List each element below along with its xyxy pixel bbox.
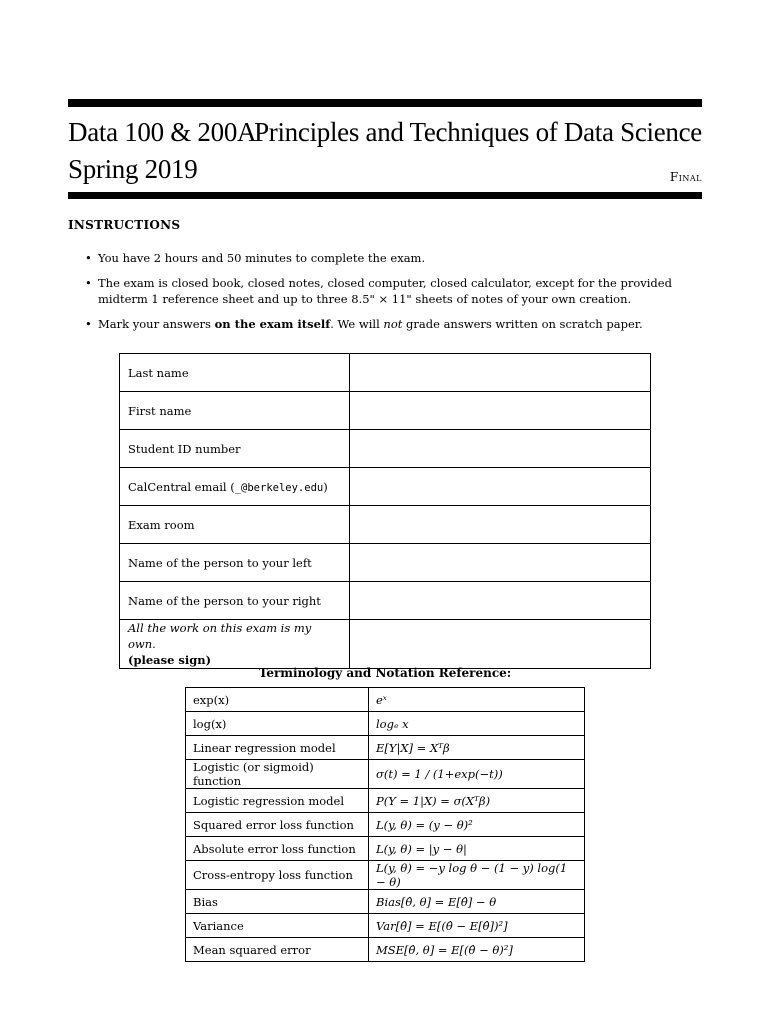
left-person-label: Name of the person to your left <box>120 544 350 582</box>
ref-formula: L(y, θ) = |y − θ| <box>369 837 585 861</box>
ref-term: Logistic (or sigmoid) function <box>186 760 369 789</box>
course-title: Data 100 & 200A <box>68 117 257 147</box>
exam-type: Final <box>669 170 702 184</box>
exam-term: Spring 2019 <box>68 154 198 184</box>
table-row <box>120 544 651 582</box>
ref-formula: eˣ <box>369 688 585 712</box>
signature-field[interactable] <box>350 620 651 669</box>
table-row <box>120 506 651 544</box>
ref-term: Mean squared error <box>186 938 369 962</box>
table-row <box>186 914 585 938</box>
student-info-table <box>119 353 651 669</box>
ref-formula: Bias[θ̂, θ] = E[θ̂] − θ <box>369 890 585 914</box>
reference-table <box>185 687 585 962</box>
table-row <box>120 620 651 669</box>
header-top-rule <box>68 99 702 107</box>
table-row <box>120 354 651 392</box>
header-bottom-rule <box>68 192 702 199</box>
signature-label: All the work on this exam is my own. (please sign) <box>120 620 350 669</box>
ref-term: Logistic regression model <box>186 789 369 813</box>
email-field[interactable] <box>350 468 651 506</box>
first-name-field[interactable] <box>350 392 651 430</box>
table-row <box>120 582 651 620</box>
first-name-label: First name <box>120 392 350 430</box>
last-name-label: Last name <box>120 354 350 392</box>
instructions-list <box>68 250 702 341</box>
ref-formula: E[Y|X] = Xᵀβ <box>369 736 585 760</box>
table-row <box>186 712 585 736</box>
ref-formula: logₑ x <box>369 712 585 736</box>
instruction-item: • The exam is closed book, closed notes, closed computer, closed calculator, except for the provided midterm 1 reference sheet and up to three 8.5" × 11" sheets of notes of your own creation. <box>85 276 672 306</box>
table-row <box>186 736 585 760</box>
ref-formula: L(y, θ) = (y − θ)² <box>369 813 585 837</box>
table-row <box>186 688 585 712</box>
ref-term: Cross-entropy loss function <box>186 861 369 890</box>
left-person-field[interactable] <box>350 544 651 582</box>
instruction-item: • Mark your answers on the exam itself. We will not grade answers written on scratch paper. <box>85 317 643 331</box>
ref-term: Variance <box>186 914 369 938</box>
ref-formula: MSE[θ̂, θ] = E[(θ̂ − θ)²] <box>369 938 585 962</box>
subject-title: Principles and Techniques of Data Science <box>254 117 702 147</box>
ref-term: log(x) <box>186 712 369 736</box>
table-row <box>186 861 585 890</box>
ref-term: Linear regression model <box>186 736 369 760</box>
last-name-field[interactable] <box>350 354 651 392</box>
email-label: CalCentral email (_@berkeley.edu) <box>120 468 350 506</box>
ref-formula: Var[θ̂] = E[(θ̂ − E[θ̂])²] <box>369 914 585 938</box>
table-row <box>186 813 585 837</box>
student-id-field[interactable] <box>350 430 651 468</box>
table-row <box>186 890 585 914</box>
exam-room-field[interactable] <box>350 506 651 544</box>
ref-term: Squared error loss function <box>186 813 369 837</box>
right-person-label: Name of the person to your right <box>120 582 350 620</box>
table-row <box>186 837 585 861</box>
ref-term: Bias <box>186 890 369 914</box>
bullet-icon: • <box>85 276 92 290</box>
right-person-field[interactable] <box>350 582 651 620</box>
table-row <box>186 938 585 962</box>
table-row <box>120 430 651 468</box>
instruction-item: • You have 2 hours and 50 minutes to complete the exam. <box>85 251 426 265</box>
ref-formula: P(Y = 1|X) = σ(Xᵀβ) <box>369 789 585 813</box>
ref-formula: σ(t) = 1 / (1+exp(−t)) <box>369 760 585 789</box>
instructions-title: INSTRUCTIONS <box>68 218 181 232</box>
ref-formula: L(y, θ) = −y log θ − (1 − y) log(1 − θ) <box>369 861 585 890</box>
bullet-icon: • <box>85 251 92 265</box>
exam-room-label: Exam room <box>120 506 350 544</box>
table-row <box>186 789 585 813</box>
reference-title: Terminology and Notation Reference: <box>258 666 512 680</box>
student-id-label: Student ID number <box>120 430 350 468</box>
ref-term: Absolute error loss function <box>186 837 369 861</box>
table-row <box>186 760 585 789</box>
table-row <box>120 468 651 506</box>
ref-term: exp(x) <box>186 688 369 712</box>
bullet-icon: • <box>85 317 92 331</box>
table-row <box>120 392 651 430</box>
